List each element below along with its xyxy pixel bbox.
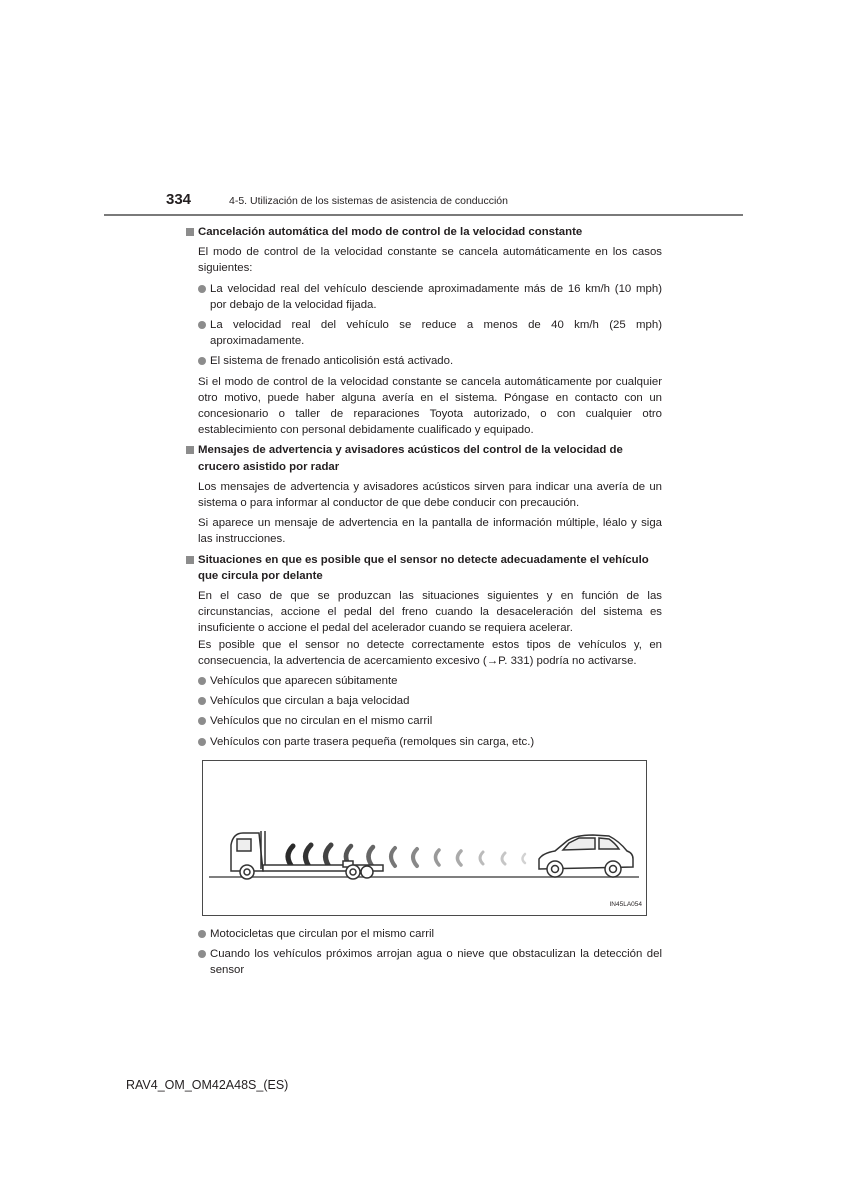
list-item [186, 926, 662, 942]
paragraph: Es posible que el sensor no detecte correctamente estos tipos de vehículos y, en consecuencia, la advertencia de acercamiento excesivo (→P. 331) podría no activarse. [198, 638, 662, 667]
list-item [186, 673, 662, 689]
list-item [186, 734, 662, 750]
figure-container [186, 760, 662, 916]
list-item-text: Motocicletas que circulan por el mismo carril [210, 927, 435, 940]
list-item-text: Vehículos que circulan a baja velocidad [210, 695, 410, 708]
page-number: 334 [166, 191, 192, 208]
list-item [186, 353, 662, 369]
circle-bullet-icon [198, 697, 206, 705]
square-bullet-icon [186, 228, 194, 236]
figure-code: IN45LA054 [609, 900, 642, 908]
section-heading-situaciones [186, 552, 662, 584]
section-heading-cancelacion [186, 224, 662, 240]
section-heading-mensajes [186, 442, 662, 474]
list-item [186, 713, 662, 729]
paragraph: Los mensajes de advertencia y avisadores acústicos sirven para indicar una avería de un sistema o para informar al conductor de que debe conducir con precaución. [198, 480, 662, 510]
section-heading-text: Cancelación automática del modo de control de la velocidad constante [198, 226, 583, 238]
circle-bullet-icon [198, 930, 206, 938]
chapter-title: 4-5. Utilización de los sistemas de asistencia de conducción [229, 195, 508, 207]
circle-bullet-icon [198, 285, 206, 293]
manual-code-footer: RAV4_OM_OM42A48S_(ES) [126, 1078, 289, 1092]
circle-bullet-icon [198, 357, 206, 365]
list-item [186, 317, 662, 349]
circle-bullet-icon [198, 677, 206, 685]
circle-bullet-icon [198, 321, 206, 329]
circle-bullet-icon [198, 717, 206, 725]
square-bullet-icon [186, 446, 194, 454]
main-content [186, 224, 662, 983]
circle-bullet-icon [198, 738, 206, 746]
list-item [186, 693, 662, 709]
illustration-truck-radar-car [202, 760, 647, 916]
paragraph: Si el modo de control de la velocidad constante se cancela automáticamente por cualquier otro motivo, puede haber alguna avería en el sistema. Póngase en contacto con un concesionario o taller de reparaciones Toyota autorizado, o con cualquier otro establecimiento con personal debidamente cualificado y equipado. [198, 375, 662, 437]
list-item [186, 946, 662, 978]
square-bullet-icon [186, 556, 194, 564]
radar-illustration [203, 761, 646, 915]
sedan-car [539, 835, 633, 877]
list-item [186, 281, 662, 313]
header-divider [104, 214, 743, 216]
circle-bullet-icon [198, 950, 206, 958]
list-item-text: Vehículos que no circulan en el mismo carril [210, 715, 433, 728]
list-item-text: Vehículos con parte trasera pequeña (remolques sin carga, etc.) [210, 735, 535, 748]
paragraph: Si aparece un mensaje de advertencia en la pantalla de información múltiple, léalo y siga las instrucciones. [198, 517, 662, 546]
paragraph: El modo de control de la velocidad constante se cancela automáticamente en los casos siguientes: [198, 246, 662, 275]
list-item-text: La velocidad real del vehículo se reduce a menos de 40 km/h (25 mph) aproximadamente. [210, 319, 662, 348]
section-heading-text: Mensajes de advertencia y avisadores acústicos del control de la velocidad de crucero asistido por radar [198, 444, 623, 473]
list-item-text: Vehículos que aparecen súbitamente [210, 675, 398, 688]
list-item-text: La velocidad real del vehículo desciende aproximadamente más de 16 km/h (10 mph) por debajo de la velocidad fijada. [210, 282, 662, 311]
section-heading-text: Situaciones en que es posible que el sensor no detecte adecuadamente el vehículo que circula por delante [198, 553, 649, 582]
list-item-text: El sistema de frenado anticolisión está activado. [210, 355, 454, 368]
paragraph: En el caso de que se produzcan las situaciones siguientes y en función de las circunstancias, accione el pedal del freno cuando la desaceleración del sistema es insuficiente o accione el pedal del acelerador cuando se requiera acelerar. [198, 590, 662, 635]
list-item-text: Cuando los vehículos próximos arrojan agua o nieve que obstaculizan la detección del sensor [210, 948, 662, 977]
